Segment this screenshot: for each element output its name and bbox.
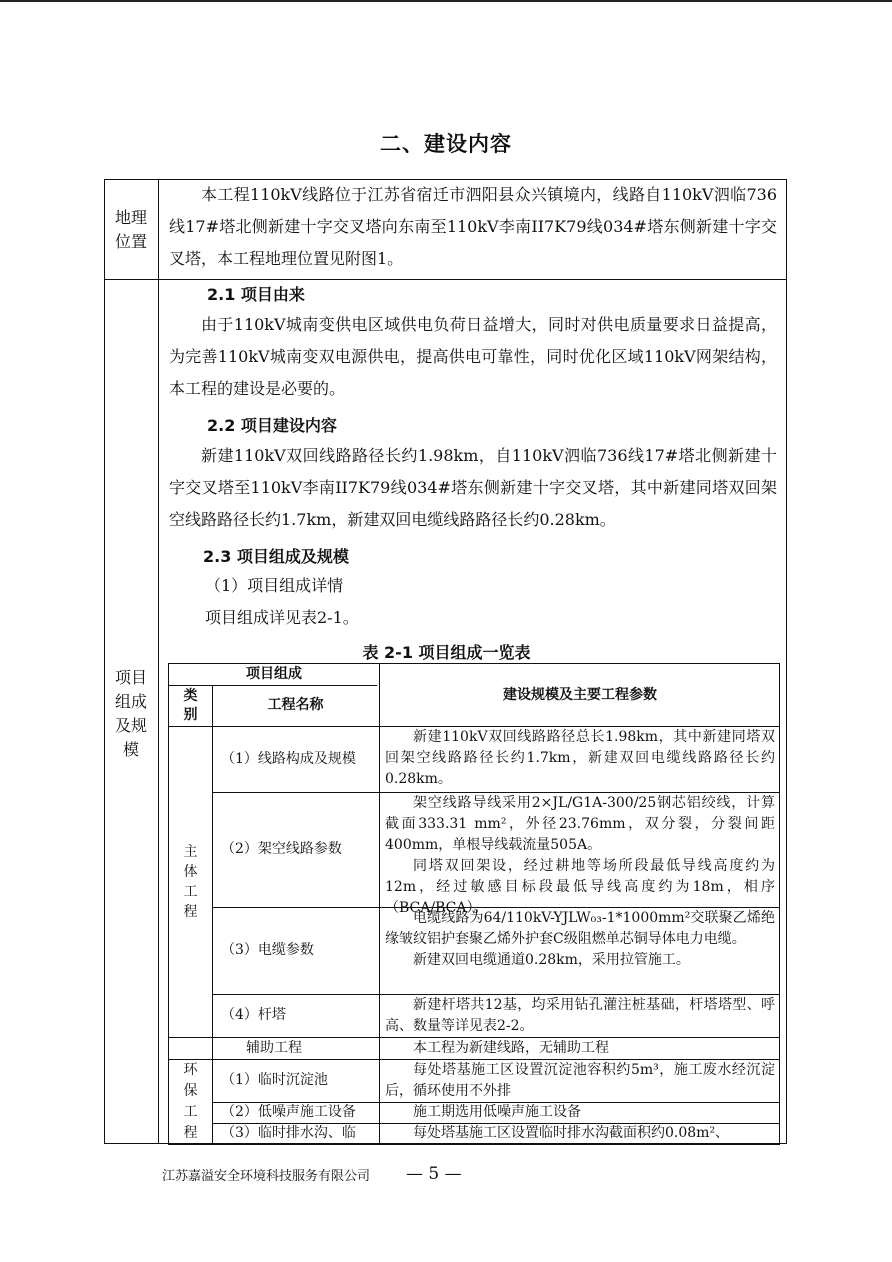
main-engineering-category: [169, 726, 212, 1037]
geo-label-line: 地理: [114, 208, 147, 227]
category-char: 程: [183, 1125, 198, 1141]
header-name: 工程名称: [267, 697, 324, 713]
category-char: 工: [183, 1104, 198, 1120]
env-row-desc-text: 每处塔基施工区设置临时排水沟截面积约0.08m²、: [413, 1125, 730, 1141]
row-desc: [385, 995, 775, 1037]
row-name: （3）电缆参数: [221, 942, 314, 958]
scale-label: [105, 666, 157, 762]
row-desc-paragraph: 架空线路导线采用2×JL/G1A-300/25钢芯铝绞线，计算截面333.31 mm²，外径23.76mm，双分裂，分裂间距400mm，单根导线载流量505A。: [385, 795, 775, 853]
row-desc: [385, 727, 775, 790]
category-char: 保: [183, 1083, 198, 1099]
env-row-name: （3）临时排水沟、临: [221, 1125, 356, 1141]
project-composition-table: [168, 663, 780, 1145]
category-char: 环: [183, 1062, 198, 1078]
page-title: 二、建设内容: [380, 132, 512, 156]
env-row-desc: [385, 1123, 775, 1144]
row-name: （2）架空线路参数: [221, 841, 342, 857]
paragraph-2-1: 由于110kV城南变供电区域供电负荷日益增大，同时对供电质量要求日益提高，为完善110kV城南变双电源供电，提高供电可靠性，同时优化区域110kV网架结构，本工程的建设是必要的。: [169, 315, 777, 398]
scale-label-line: 项目: [114, 668, 147, 687]
name-divider: [379, 664, 380, 1144]
env-row-desc-text: 每处塔基施工区设置沉淀池容积约5m³，施工废水经沉淀后，循环使用不外排: [385, 1062, 775, 1099]
paragraph-2-3a: （1）项目组成详情: [205, 576, 344, 595]
heading-2-2: 2.2 项目建设内容: [207, 416, 337, 435]
row-name: （1）线路构成及规模: [221, 750, 356, 767]
env-row-desc-text: 施工期选用低噪声施工设备: [413, 1104, 581, 1120]
env-row-desc: [385, 1102, 775, 1123]
scale-label-line: 模: [122, 740, 139, 759]
row-divider: [105, 279, 786, 280]
header-group: 项目组成: [246, 666, 302, 682]
row-desc-paragraph: 电缆线路为64/110kV-YJLW₀₃-1*1000mm²交联聚乙烯绝缘皱纹铝护套聚乙烯外护套C级阻燃单芯铜导体电力电缆。: [385, 910, 775, 947]
category-char: 工: [183, 883, 198, 900]
row-desc: [385, 908, 775, 971]
heading-2-3: 2.3 项目组成及规模: [203, 547, 349, 566]
paragraph-2-2: 新建110kV双回线路路径长约1.98km，自110kV泗临736线17#塔北侧新建十字交叉塔至110kV李南II7K79线034#塔东侧新建十字交叉塔，其中新建同塔双回架空线路路径长约1.7km，新建双回电缆线路路径长约0.28km。: [169, 446, 777, 529]
page-number: — 5 —: [406, 1164, 462, 1184]
header-category-char: 别: [183, 706, 198, 723]
row-desc: [385, 793, 775, 919]
heading-2-1: 2.1 项目由来: [207, 285, 305, 304]
header-category: [169, 685, 212, 726]
top-rule: [0, 0, 892, 2]
row-name: （4）杆塔: [221, 1007, 286, 1023]
row-desc-paragraph: 新建双回电缆通道0.28km，采用拉管施工。: [413, 952, 690, 968]
aux-desc: [385, 1037, 775, 1059]
env-row-name: （2）低噪声施工设备: [221, 1104, 356, 1120]
content-table: [104, 179, 787, 1144]
scale-label-line: 组成: [114, 692, 147, 711]
row-desc-paragraph: 同塔双回架设，经过耕地等场所段最低导线高度约为12m，经过敏感目标段最低导线高度约为18m，相序（BCA/BCA）。: [385, 858, 775, 916]
aux-name: 辅助工程: [246, 1039, 302, 1056]
env-engineering-category: [169, 1059, 212, 1147]
category-char: 体: [183, 863, 198, 880]
geo-text: 本工程110kV线路位于江苏省宿迁市泗阳县众兴镇境内，线路自110kV泗临736线17#塔北侧新建十字交叉塔向东南至110kV李南II7K79线034#塔东侧新建十字交叉塔，本工程地理位置见附图1。: [169, 185, 777, 268]
scale-label-line: 及规: [114, 716, 147, 735]
geo-label: [105, 206, 157, 254]
category-divider: [212, 685, 213, 1144]
category-char: 程: [183, 903, 198, 920]
header-params: 建设规模及主要工程参数: [503, 686, 657, 703]
category-char: 主: [183, 843, 198, 860]
env-row-name: （1）临时沉淀池: [221, 1072, 328, 1088]
paragraph-2-3b: 项目组成详见表2-1。: [205, 608, 359, 627]
aux-desc-text: 本工程为新建线路，无辅助工程: [413, 1039, 609, 1056]
row-desc-paragraph: 新建110kV双回线路路径总长1.98km，其中新建同塔双回架空线路路径长约1.7km，新建双回电缆线路路径长约0.28km。: [385, 729, 775, 787]
row-desc-paragraph: 新建杆塔共12基，均采用钻孔灌注桩基础，杆塔塔型、呼高、数量等详见表2-2。: [385, 997, 775, 1034]
geo-label-line: 位置: [114, 232, 147, 251]
table-caption: 表 2-1 项目组成一览表: [362, 643, 531, 662]
env-row-desc: [385, 1060, 775, 1102]
header-category-char: 类: [183, 687, 198, 704]
footer-company: 江苏嘉溢安全环境科技服务有限公司: [162, 1169, 371, 1184]
